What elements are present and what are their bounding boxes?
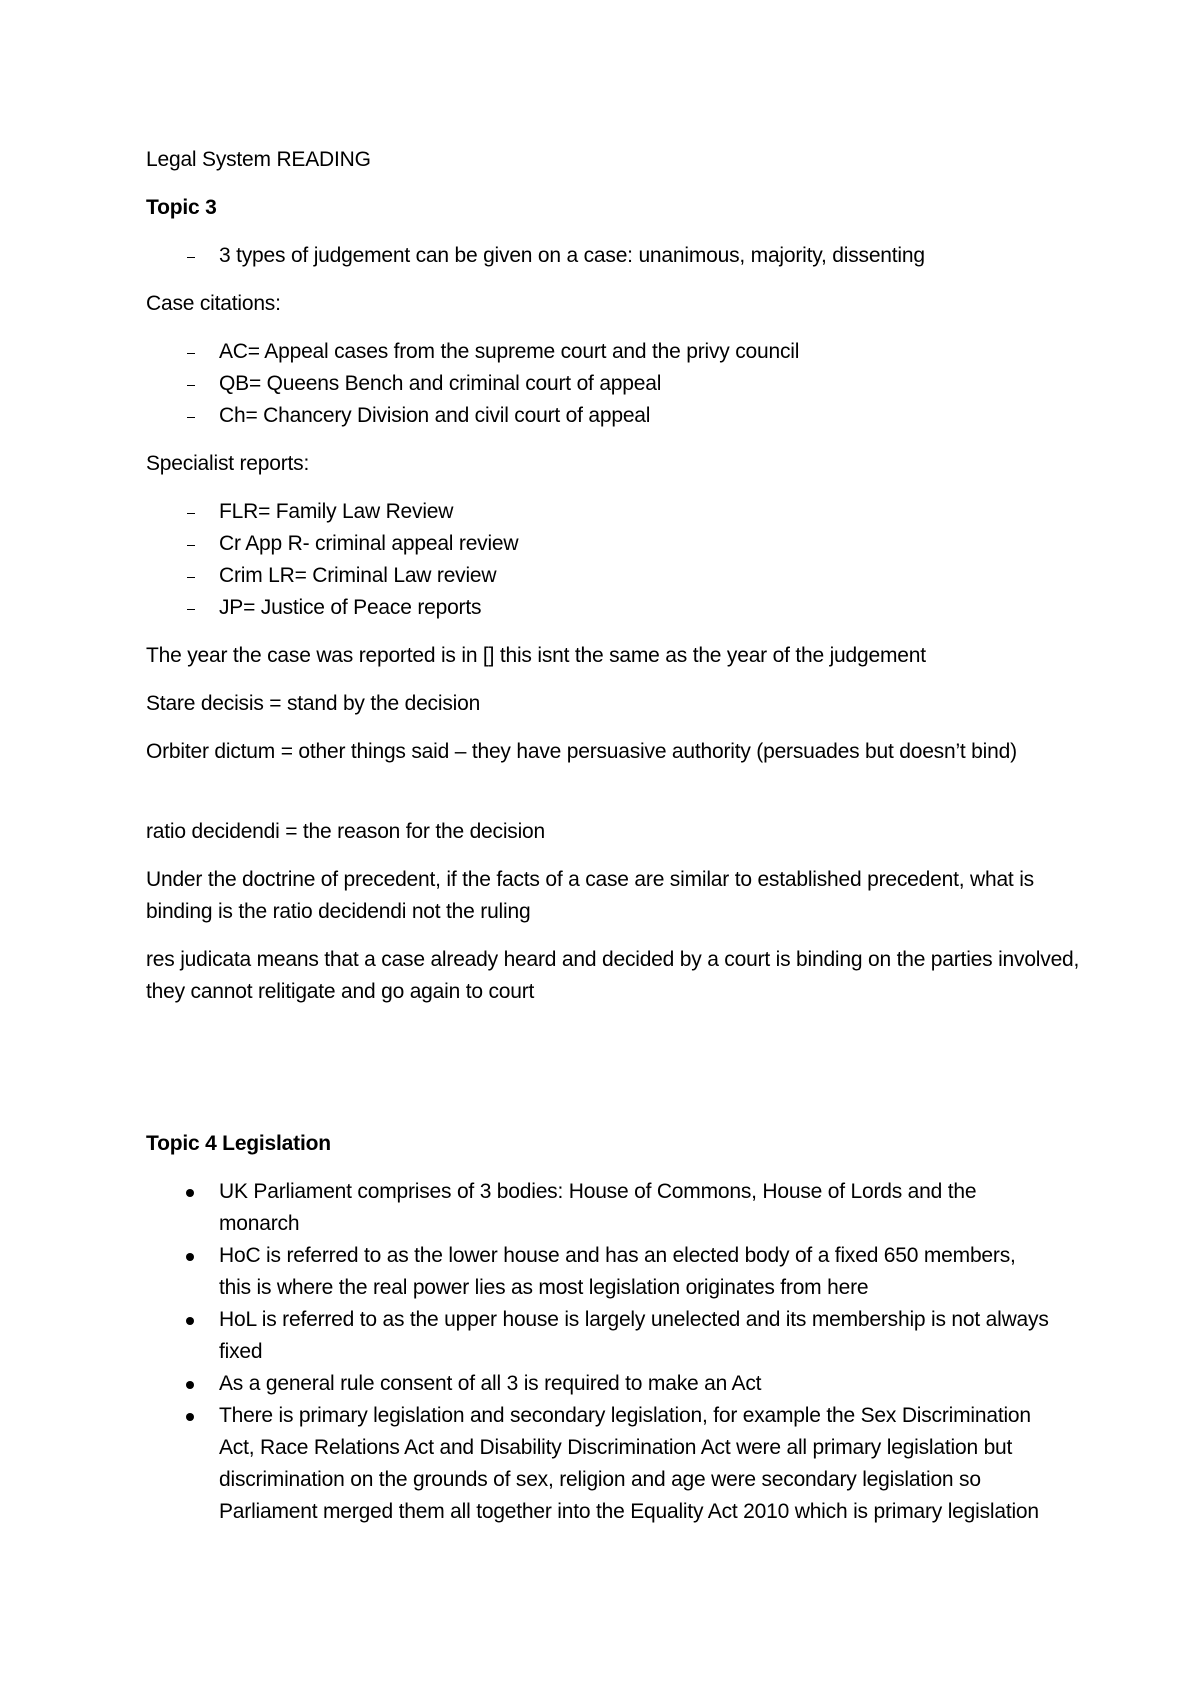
dash-bullet-icon	[187, 513, 195, 514]
topic-4-heading: Topic 4 Legislation	[146, 1132, 331, 1155]
legislation-item-hoc: HoC is referred to as the lower house and has an elected body of a fixed 650 members, this is where the real power lies as most legislation originates from here	[219, 1244, 1016, 1299]
dash-bullet-icon	[187, 545, 195, 546]
legislation-item-primary-secondary: There is primary legislation and secondary legislation, for example the Sex Discrimination Act, Race Relations Act and Disability Discrimination Act were all primary legislation but discrimination on the grounds of sex, religion and age were secondary legislation so Parliament merged them all together into the Equality Act 2010 which is primary legislation	[219, 1404, 1039, 1523]
citation-ac-text: AC= Appeal cases from the supreme court and the privy council	[219, 340, 800, 363]
legislation-item-consent: As a general rule consent of all 3 is required to make an Act	[219, 1372, 762, 1395]
paragraph-year-reported: The year the case was reported is in [] this isnt the same as the year of the judgement	[146, 644, 926, 667]
report-flr-text: FLR= Family Law Review	[219, 500, 454, 523]
bullet-icon	[186, 1413, 194, 1421]
dash-bullet-icon	[187, 417, 195, 418]
dash-bullet-icon	[187, 353, 195, 354]
bullet-icon	[186, 1253, 194, 1261]
bullet-icon	[186, 1317, 194, 1325]
case-citations-label: Case citations:	[146, 292, 281, 315]
report-crappr-text: Cr App R- criminal appeal review	[219, 532, 519, 555]
topic-3-heading: Topic 3	[146, 196, 217, 219]
citation-ch-text: Ch= Chancery Division and civil court of appeal	[219, 404, 651, 427]
dash-bullet-icon	[187, 609, 195, 610]
document-page	[146, 0, 1080, 1698]
bullet-icon	[186, 1381, 194, 1389]
dash-bullet-icon	[187, 385, 195, 386]
specialist-reports-label: Specialist reports:	[146, 452, 310, 475]
legislation-item-hol: HoL is referred to as the upper house is largely unelected and its membership is not always fixed	[219, 1308, 1049, 1363]
paragraph-res-judicata: res judicata means that a case already heard and decided by a court is binding on the parties involved, they cannot relitigate and go again to court	[146, 948, 1080, 1003]
paragraph-ratio-decidendi: ratio decidendi = the reason for the decision	[146, 820, 546, 843]
dash-bullet-icon	[187, 257, 195, 258]
paragraph-doctrine-precedent: Under the doctrine of precedent, if the facts of a case are similar to established precedent, what is binding is the ratio decidendi not the ruling	[146, 868, 1034, 923]
report-jp-text: JP= Justice of Peace reports	[219, 596, 482, 619]
paragraph-orbiter-dictum: Orbiter dictum = other things said – they have persuasive authority (persuades but doesn’t bind)	[146, 740, 1017, 763]
report-crimlr-text: Crim LR= Criminal Law review	[219, 564, 497, 587]
citation-qb-text: QB= Queens Bench and criminal court of appeal	[219, 372, 662, 395]
legislation-item-parliament: UK Parliament comprises of 3 bodies: House of Commons, House of Lords and the monarch	[219, 1180, 977, 1235]
dash-bullet-icon	[187, 577, 195, 578]
judgement-types-text: 3 types of judgement can be given on a case: unanimous, majority, dissenting	[219, 244, 925, 267]
paragraph-stare-decisis: Stare decisis = stand by the decision	[146, 692, 481, 715]
bullet-icon	[186, 1189, 194, 1197]
document-title: Legal System READING	[146, 148, 371, 171]
